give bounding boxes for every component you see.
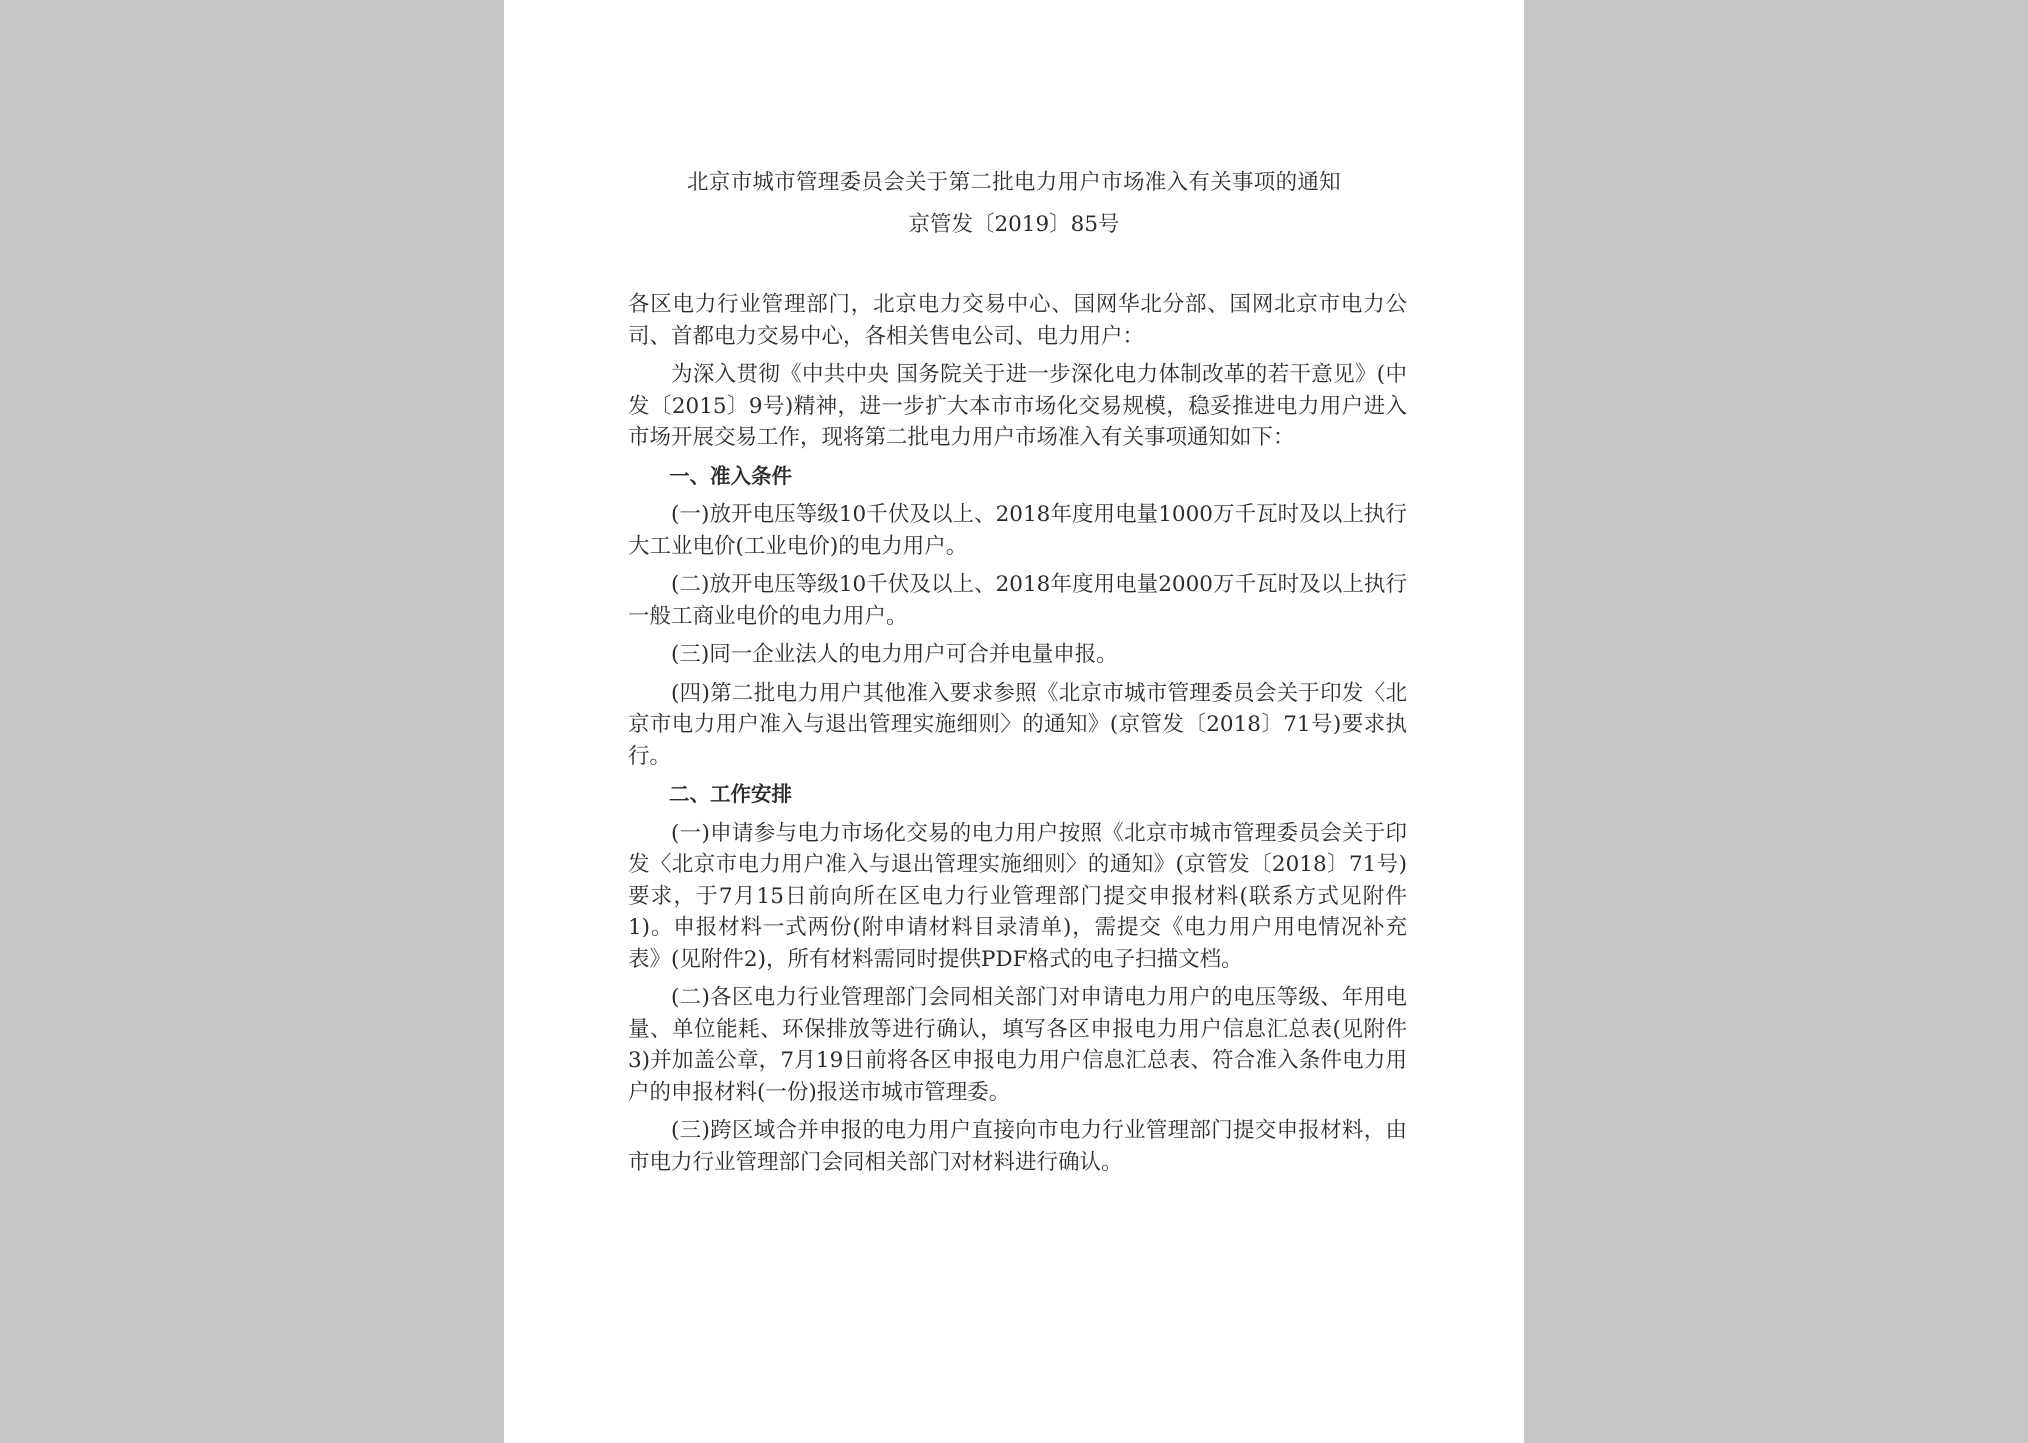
document-body [628,289,1407,1185]
admission-item-2: (二)放开电压等级10千伏及以上、2018年度用电量2000万千瓦时及以上执行一般工商业电价的电力用户。 [628,572,1407,629]
arrangement-item-3: (三)跨区域合并申报的电力用户直接向市电力行业管理部门提交申报材料，由市电力行业管理部门会同相关部门对材料进行确认。 [628,1118,1407,1175]
arrangement-item-2: (二)各区电力行业管理部门会同相关部门对申请电力用户的电压等级、年用电量、单位能耗、环保排放等进行确认，填写各区申报电力用户信息汇总表(见附件3)并加盖公章，7月19日前将各区申报电力用户信息汇总表、符合准入条件电力用户的申报材料(一份)报送市城市管理委。 [628,985,1407,1105]
admission-item-4: (四)第二批电力用户其他准入要求参照《北京市城市管理委员会关于印发〈北京市电力用户准入与退出管理实施细则〉的通知》(京管发〔2018〕71号)要求执行。 [628,680,1407,769]
addressee-paragraph: 各区电力行业管理部门，北京电力交易中心、国网华北分部、国网北京市电力公司、首都电力交易中心，各相关售电公司、电力用户： [628,292,1407,349]
admission-item-3: (三)同一企业法人的电力用户可合并电量申报。 [671,642,1118,667]
document-page [504,0,1524,1443]
admission-item-1: (一)放开电压等级10千伏及以上、2018年度用电量1000万千瓦时及以上执行大工业电价(工业电价)的电力用户。 [628,502,1407,559]
intro-paragraph: 为深入贯彻《中共中央 国务院关于进一步深化电力体制改革的若干意见》(中发〔2015〕9号)精神，进一步扩大本市市场化交易规模，稳妥推进电力用户进入市场开展交易工作，现将第二批电力用户市场准入有关事项通知如下： [628,362,1407,450]
document-number: 京管发〔2019〕85号 [908,212,1120,237]
arrangement-item-1: (一)申请参与电力市场化交易的电力用户按照《北京市城市管理委员会关于印发〈北京市电力用户准入与退出管理实施细则〉的通知》(京管发〔2018〕71号)要求，于7月15日前向所在区电力行业管理部门提交申报材料(联系方式见附件1)。申报材料一式两份(附申请材料目录清单)，需提交《电力用户用电情况补充表》(见附件2)，所有材料需同时提供PDF格式的电子扫描文档。 [628,820,1407,972]
document-title: 北京市城市管理委员会关于第二批电力用户市场准入有关事项的通知 [686,170,1341,195]
section-heading-admission: 一、准入条件 [669,463,792,488]
section-heading-arrangement: 二、工作安排 [669,782,792,806]
